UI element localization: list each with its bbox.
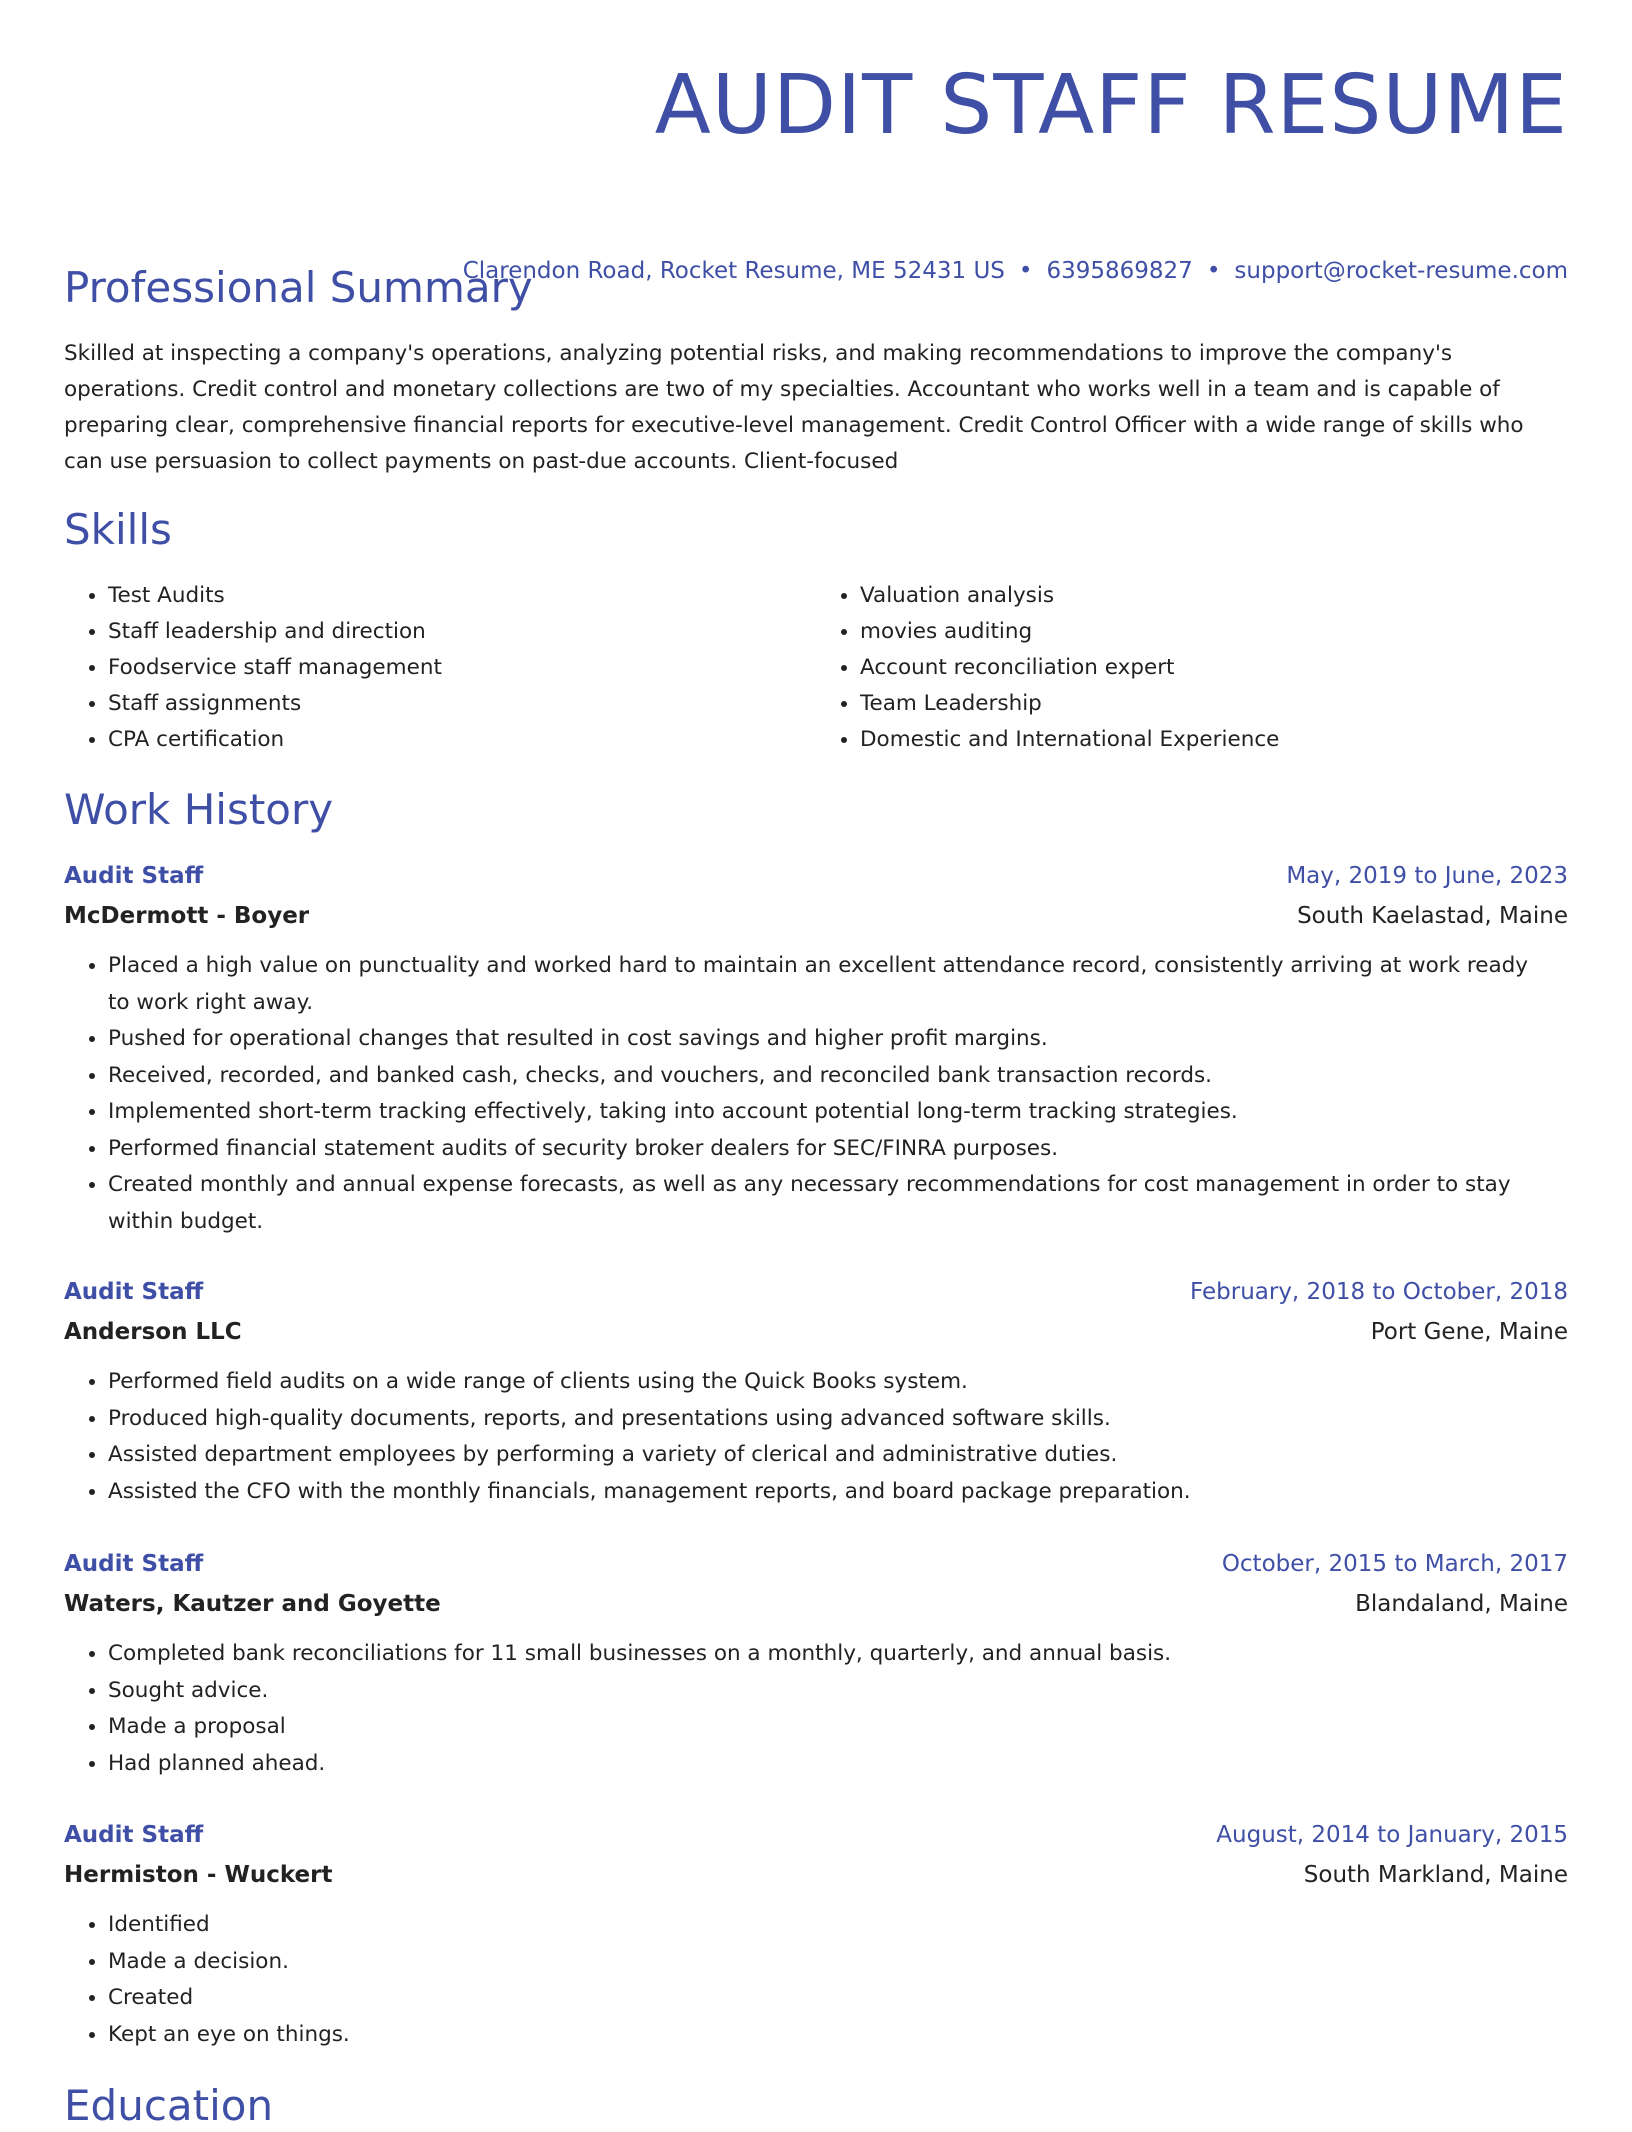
section-title-work-history: Work History — [64, 785, 334, 834]
job-bullets — [64, 1636, 1568, 1782]
job-bullet: • Completed bank reconciliations for 11 small businesses on a monthly, quarterly, and annual basis. — [108, 1636, 1568, 1673]
skills-column-left — [64, 578, 816, 758]
skill-item: • Foodservice staff management — [108, 650, 816, 686]
contact-separator: • — [1206, 258, 1221, 284]
job-bullet: • Kept an eye on things. — [108, 2017, 1568, 2054]
skills-column-right — [816, 578, 1568, 758]
job-bullet: • Assisted department employees by performing a variety of clerical and administrative duties. — [108, 1437, 1568, 1474]
job-bullets — [64, 1907, 1568, 2053]
skill-item: • Staff assignments — [108, 686, 816, 722]
job-bullet: • Created — [108, 1980, 1568, 2017]
section-title-education: Education — [64, 2081, 274, 2130]
job-location: Blandaland, Maine — [1355, 1591, 1568, 1617]
job-bullet: • Performed financial statement audits of security broker dealers for SEC/FINRA purposes. — [108, 1131, 1568, 1168]
job-bullet: • Made a decision. — [108, 1944, 1568, 1981]
skill-item: • Team Leadership — [860, 686, 1568, 722]
skills-list — [64, 578, 1568, 758]
skill-item: • Account reconciliation expert — [860, 650, 1568, 686]
job-entry — [64, 1815, 1568, 2053]
job-bullet: • Produced high-quality documents, reports, and presentations using advanced software skills. — [108, 1401, 1568, 1438]
section-title-skills: Skills — [64, 505, 172, 554]
job-bullet: • Placed a high value on punctuality and worked hard to maintain an excellent attendance record, consistently arriving at work ready to work right away. — [108, 948, 1568, 1021]
job-company: McDermott - Boyer — [64, 903, 310, 929]
job-location: Port Gene, Maine — [1370, 1319, 1568, 1345]
contact-phone: 6395869827 — [1046, 258, 1193, 284]
job-bullet: • Had planned ahead. — [108, 1746, 1568, 1783]
job-title: Audit Staff — [64, 1279, 204, 1305]
contact-address: Clarendon Road, Rocket Resume, ME 52431 US — [462, 258, 1005, 284]
job-bullets — [64, 1364, 1568, 1510]
skill-item: • CPA certification — [108, 722, 816, 758]
job-dates: October, 2015 to March, 2017 — [1221, 1551, 1568, 1577]
job-bullet: • Sought advice. — [108, 1673, 1568, 1710]
contact-separator: • — [1018, 258, 1033, 284]
job-dates: August, 2014 to January, 2015 — [1216, 1822, 1568, 1848]
job-entry — [64, 1272, 1568, 1510]
job-bullets — [64, 948, 1568, 1240]
job-dates: February, 2018 to October, 2018 — [1190, 1279, 1568, 1305]
job-company: Hermiston - Wuckert — [64, 1862, 333, 1888]
job-location: South Markland, Maine — [1303, 1862, 1568, 1888]
job-bullet: • Identified — [108, 1907, 1568, 1944]
job-company: Anderson LLC — [64, 1319, 242, 1345]
job-bullet: • Implemented short-term tracking effectively, taking into account potential long-term tracking strategies. — [108, 1094, 1568, 1131]
job-bullet: • Performed field audits on a wide range of clients using the Quick Books system. — [108, 1364, 1568, 1401]
contact-line — [463, 256, 1568, 286]
job-title: Audit Staff — [64, 863, 204, 889]
skill-item: • Staff leadership and direction — [108, 614, 816, 650]
job-bullet: • Created monthly and annual expense forecasts, as well as any necessary recommendations for cost management in order to stay within budget. — [108, 1167, 1568, 1240]
summary-text: Skilled at inspecting a company's operations, analyzing potential risks, and making recommendations to improve the company's operations. Credit control and monetary collections are two of my specialties. Accountant who works well in a team and is capable of preparing clear, comprehensive financial reports for executive-level management. Credit Control Officer with a wide range of skills who can use persuasion to collect payments on past-due accounts. Client-focused — [64, 341, 1524, 474]
contact-email[interactable]: support@rocket-resume.com — [1234, 258, 1568, 284]
job-dates: May, 2019 to June, 2023 — [1286, 863, 1568, 889]
job-bullet: • Made a proposal — [108, 1709, 1568, 1746]
job-entry — [64, 856, 1568, 1240]
skill-item: • Test Audits — [108, 578, 816, 614]
job-bullet: • Received, recorded, and banked cash, checks, and vouchers, and reconciled bank transaction records. — [108, 1058, 1568, 1095]
skill-item: • Domestic and International Experience — [860, 722, 1568, 758]
job-entry — [64, 1544, 1568, 1782]
job-company: Waters, Kautzer and Goyette — [64, 1591, 441, 1617]
job-bullet: • Assisted the CFO with the monthly financials, management reports, and board package preparation. — [108, 1474, 1568, 1511]
job-title: Audit Staff — [64, 1551, 204, 1577]
resume-name: AUDIT STAFF RESUME — [654, 58, 1568, 153]
job-bullet: • Pushed for operational changes that resulted in cost savings and higher profit margins. — [108, 1021, 1568, 1058]
skill-item: • Valuation analysis — [860, 578, 1568, 614]
job-title: Audit Staff — [64, 1822, 204, 1848]
job-location: South Kaelastad, Maine — [1297, 903, 1568, 929]
section-title-summary: Professional Summary — [64, 263, 533, 312]
skill-item: • movies auditing — [860, 614, 1568, 650]
